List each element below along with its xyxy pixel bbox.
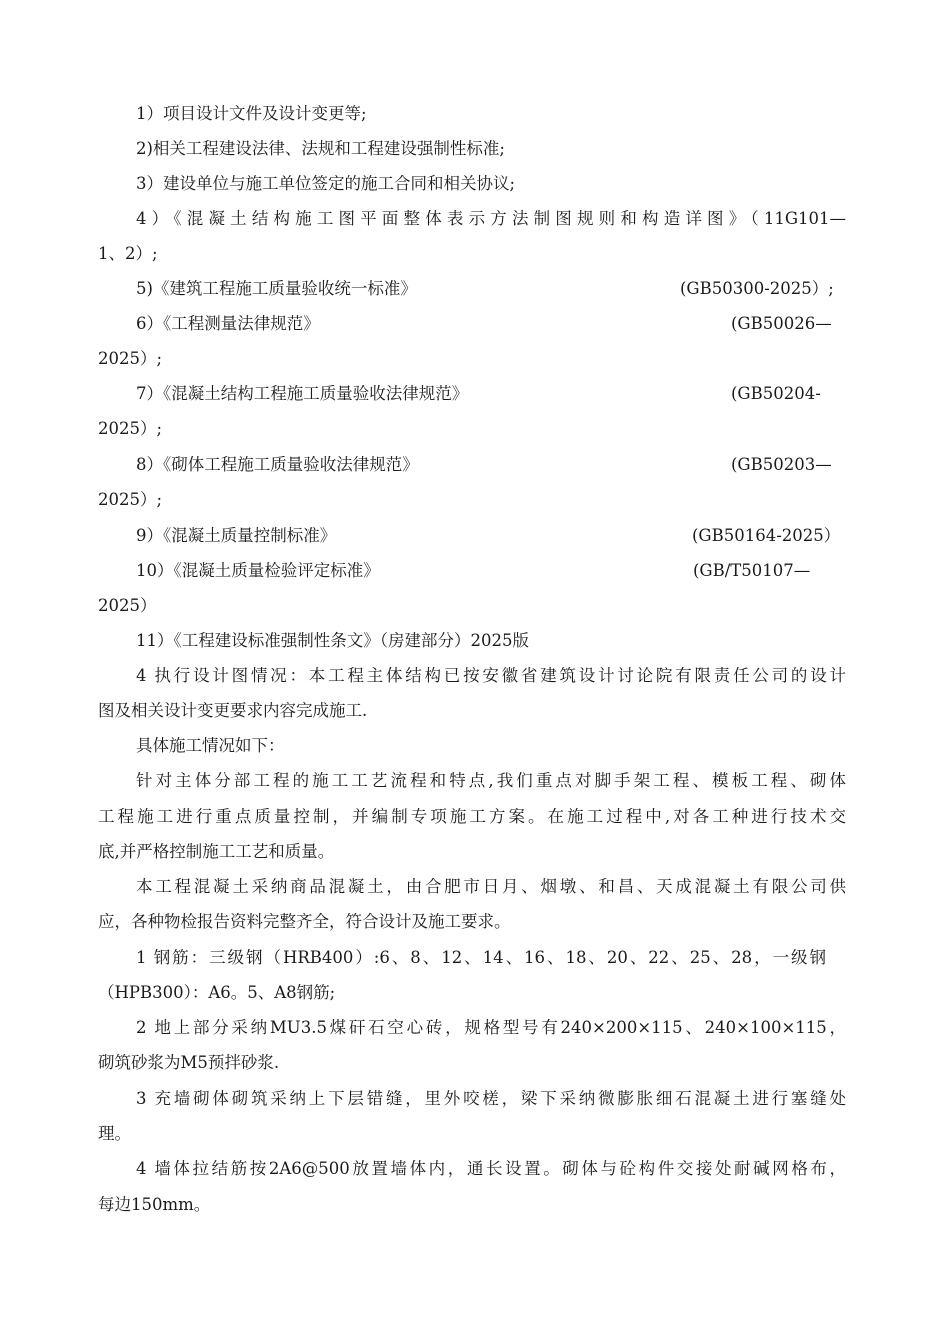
- paragraph-line: 11）《工程建设标准强制性条文》（房建部分）2025版: [136, 631, 529, 650]
- paragraph-line: 4 墙体拉结筋按2A6@500放置墙体内，通长设置。砌体与砼构件交接处耐碱网格布，: [136, 1159, 846, 1178]
- paragraph-line: 每边150mm。: [98, 1195, 211, 1214]
- paragraph-line: （HPB300）：A6。5、A8钢筋;: [98, 983, 336, 1002]
- paragraph-line: 本工程混凝土采纳商品混凝土，由合肥市日月、烟墩、和昌、天成混凝土有限公司供: [136, 877, 846, 896]
- paragraph-line: 4）《混凝土结构施工图平面整体表示方法制图规则和构造详图》（11G101—: [136, 209, 846, 228]
- paragraph-line: 理。: [98, 1124, 131, 1143]
- standard-code-continued: 2025）;: [98, 490, 163, 509]
- standard-code: (GB50204-: [731, 384, 821, 403]
- standard-code: (GB50164-2025）: [692, 526, 841, 545]
- paragraph-line: 图及相关设计变更要求内容完成施工.: [98, 701, 368, 720]
- paragraph-line: 2 地上部分采纳MU3.5煤矸石空心砖，规格型号有240×200×115、240×100×115，: [136, 1018, 846, 1037]
- paragraph-line: 砌筑砂浆为M5预拌砂浆.: [98, 1053, 280, 1072]
- paragraph-line: 工程施工进行重点质量控制，并编制专项施工方案。在施工过程中,对各工种进行技术交: [98, 807, 846, 826]
- standard-code-continued: 2025）;: [98, 419, 163, 438]
- paragraph-line: 1）项目设计文件及设计变更等;: [136, 104, 367, 123]
- paragraph-line: 应，各种物检报告资料完整齐全，符合设计及施工要求。: [98, 912, 511, 931]
- standard-code-continued: 2025）: [98, 596, 157, 615]
- paragraph-line: 2)相关工程建设法律、法规和工程建设强制性标准;: [136, 139, 505, 158]
- paragraph-line: 4 执行设计图情况：本工程主体结构已按安徽省建筑设计讨论院有限责任公司的设计: [136, 666, 846, 685]
- paragraph-line: 3 充墙砌体砌筑采纳上下层错缝，里外咬槎，梁下采纳微膨胀细石混凝土进行塞缝处: [136, 1089, 846, 1108]
- paragraph-line: 1 钢筋：三级钢（HRB400）:6、8、12、14、16、18、20、22、25、28，一级钢: [136, 948, 826, 967]
- paragraph-line: 底,并严格控制施工工艺和质量。: [98, 842, 335, 861]
- standard-code: (GB50026—: [731, 314, 832, 333]
- paragraph-line: 1、2）;: [98, 244, 158, 263]
- standard-title: 9）《混凝土质量控制标准》: [136, 526, 337, 545]
- standard-title: 7）《混凝土结构工程施工质量验收法律规范》: [136, 384, 469, 403]
- paragraph-line: 3）建设单位与施工单位签定的施工合同和相关协议;: [136, 174, 516, 193]
- standard-title: 8）《砌体工程施工质量验收法律规范》: [136, 455, 419, 474]
- standard-code: (GB50203—: [731, 455, 832, 474]
- standard-code: (GB50300-2025）;: [680, 279, 834, 298]
- standard-code-continued: 2025）;: [98, 349, 163, 368]
- standard-title: 5)《建筑工程施工质量验收统一标准》: [136, 279, 417, 298]
- standard-title: 6）《工程测量法律规范》: [136, 314, 320, 333]
- paragraph-line: 具体施工情况如下：: [136, 736, 285, 755]
- standard-title: 10）《混凝土质量检验评定标准》: [136, 561, 380, 580]
- standard-code: (GB/T50107—: [693, 561, 811, 580]
- paragraph-line: 针对主体分部工程的施工工艺流程和特点,我们重点对脚手架工程、模板工程、砌体: [136, 771, 846, 790]
